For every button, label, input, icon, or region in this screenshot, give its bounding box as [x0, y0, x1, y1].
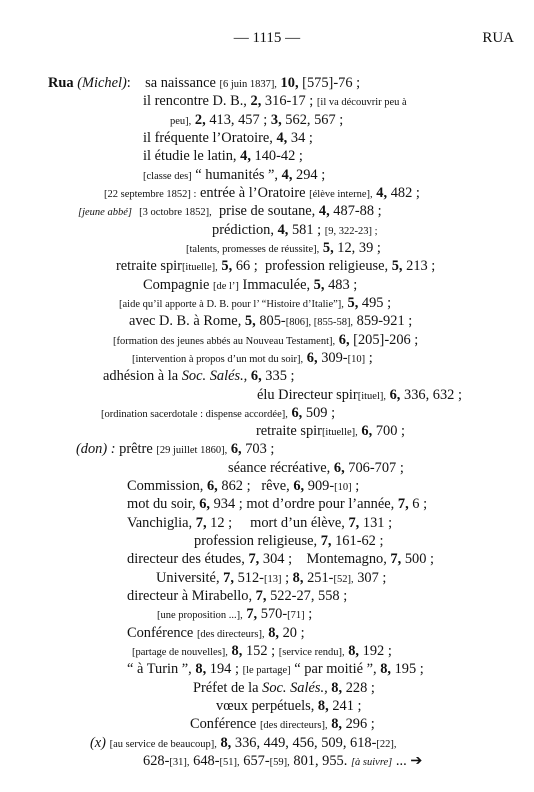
index-line [127, 514, 392, 533]
index-line [143, 129, 313, 148]
page-ref: 934 ; [213, 496, 243, 512]
page-ref: 483 ; [328, 277, 358, 293]
index-line [119, 294, 391, 314]
bracket-note: [3 octobre 1852], [139, 207, 212, 218]
volume-number: 6, [230, 441, 242, 457]
subentry-text: retraite spir [116, 258, 182, 274]
page-ref: 241 ; [332, 698, 362, 714]
volume-number: 6, [293, 478, 305, 494]
volume-number: 8, [220, 735, 232, 751]
page-ref: 6 ; [412, 496, 428, 512]
bracket-note: [31], [169, 757, 190, 768]
volume-number: 4, [376, 185, 388, 201]
subentry-text: prise de soutane, [218, 203, 316, 219]
page-ref: 482 ; [390, 185, 420, 201]
page-ref: 336, 632 ; [404, 387, 462, 403]
page-ref: 581 ; [291, 222, 322, 238]
subentry-text: “ par moitié ”, [294, 661, 377, 677]
bracket-note: [service rendu], [278, 647, 345, 658]
section-label: (x) [90, 735, 106, 751]
page-ref: 20 ; [282, 625, 305, 641]
page-ref: 213 ; [406, 258, 436, 274]
volume-number: 6, [206, 478, 218, 494]
bracket-note: [ituelle], [181, 262, 218, 273]
bracket-note: [classe des] [143, 171, 192, 182]
page-ref: 251- [307, 570, 334, 586]
bracket-note: [22 septembre 1852] : [104, 189, 197, 200]
index-line [127, 495, 427, 514]
page-ref: 487-88 ; [333, 203, 382, 219]
page-ref: 131 ; [362, 515, 393, 531]
volume-number: 4, [318, 203, 330, 219]
bracket-note: [ituelle], [321, 427, 358, 438]
index-line [90, 734, 397, 754]
bracket-note: [51], [219, 757, 240, 768]
subentry-text: il étudie le latin, [143, 148, 237, 164]
bracket-note: [ituel], [357, 391, 386, 402]
bracket-note: [aide qu’il apporte à D. B. pour l’ “Histoire d’Italie”], [119, 299, 344, 310]
subentry-text: rêve, [261, 478, 290, 494]
volume-number: 7, [195, 515, 207, 531]
bracket-note: [formation des jeunes abbés au Nouveau Testament], [113, 336, 336, 347]
volume-number: 2, [194, 112, 206, 128]
subentry-text: profession religieuse, [194, 533, 318, 549]
subentry-text: mot d’ordre pour l’année, [246, 496, 395, 512]
bracket-note: [à suivre] [350, 757, 393, 768]
volume-number: 2, [250, 93, 262, 109]
page-ref: [205]-206 ; [353, 332, 419, 348]
volume-number: 5, [244, 313, 256, 329]
volume-number: 6, [250, 368, 262, 384]
bracket-note: [il va découvrir peu à [316, 97, 407, 108]
index-line [190, 715, 375, 735]
page-ref: 228 ; [345, 680, 375, 696]
subentry-text: adhésion à la [103, 368, 179, 384]
page-number: — 1115 — [233, 30, 301, 46]
bracket-note: [6 juin 1837], [219, 79, 277, 90]
subentry-text: prédiction, [212, 222, 274, 238]
page-ref: ; [355, 478, 360, 494]
entry-colon: : [126, 75, 131, 91]
volume-number: 8, [268, 625, 279, 641]
subentry-text: profession religieuse, [265, 258, 389, 274]
subentry-text: sa naissance [145, 75, 216, 91]
bracket-note: [intervention à propos d’un mot du soir], [132, 354, 304, 365]
subentry-text: prêtre [119, 441, 153, 457]
page-ref: 805- [259, 313, 286, 329]
volume-number: 5, [347, 295, 359, 311]
page-ref: 862 ; [221, 478, 251, 494]
volume-number: 3, [270, 112, 282, 128]
page-ref: 703 ; [245, 441, 275, 457]
index-line [129, 312, 412, 332]
page-ref: 628- [143, 753, 170, 769]
index-line [127, 550, 434, 569]
index-line [132, 642, 392, 662]
page-ref: 335 ; [265, 368, 295, 384]
index-line [193, 679, 375, 698]
index-line [143, 166, 325, 186]
page-ref: 562, 567 ; [285, 112, 344, 128]
bracket-note: [des directeurs], [259, 720, 328, 731]
bracket-note: [talents, promesses de réussite], [186, 244, 320, 255]
volume-number: 7, [248, 551, 260, 567]
bracket-note: [10] [347, 354, 366, 365]
index-line [194, 532, 383, 551]
index-line [143, 276, 357, 296]
page-ref: 522-27, 558 ; [270, 588, 348, 604]
volume-number: 8, [348, 643, 360, 659]
index-line [101, 404, 335, 424]
page-ref: 294 ; [296, 167, 326, 183]
page-ref: ; [285, 570, 290, 586]
volume-number: 8, [231, 643, 243, 659]
index-line [116, 257, 435, 277]
page-ref: 657- [243, 753, 270, 769]
page-ref: 12 ; [210, 515, 233, 531]
volume-number: 8, [195, 661, 207, 677]
subentry-text: Commission, [127, 478, 204, 494]
subentry-text: Montemagno, [306, 551, 387, 567]
subentry-text: retraite spir [256, 423, 322, 439]
subentry-text: “ à Turin ”, [127, 661, 192, 677]
page-ref: 296 ; [345, 716, 375, 732]
page-ref: 309- [321, 350, 348, 366]
subentry-text: élu Directeur spir [257, 387, 358, 403]
subentry-text: directeur à Mirabello, [127, 588, 253, 604]
bracket-note: [élève interne], [309, 189, 373, 200]
bracket-note: [au service de beaucoup], [109, 739, 217, 750]
subentry-text: Université, [156, 570, 220, 586]
subentry-text: il rencontre D. B., [143, 93, 247, 109]
subentry-text: directeur des études, [127, 551, 245, 567]
bracket-note: [71] [287, 610, 305, 621]
bracket-note: peu], [170, 116, 192, 127]
bracket-note: [29 juillet 1860], [156, 445, 228, 456]
entry-firstname: (Michel) [77, 75, 127, 91]
bracket-note: [partage de nouvelles], [132, 647, 228, 658]
page-ref: 570- [260, 606, 288, 622]
volume-number: 5, [313, 277, 325, 293]
index-line [127, 587, 347, 606]
page-ref: 859-921 ; [356, 313, 413, 329]
volume-number: 4, [240, 148, 251, 164]
index-line [157, 605, 312, 625]
page-ref: 700 ; [375, 423, 405, 439]
subentry-text: séance récréative, [228, 460, 331, 476]
subentry-text: avec D. B. à Rome, [129, 313, 242, 329]
page-ref: 195 ; [394, 661, 424, 677]
volume-number: 7, [255, 588, 267, 604]
volume-number: 4, [281, 167, 293, 183]
volume-number: 7, [246, 606, 258, 622]
subentry-text: mot du soir, [127, 496, 196, 512]
page-ref: 413, 457 ; [209, 112, 268, 128]
continue-arrow-icon: ➔ [410, 753, 423, 769]
volume-number: 5, [221, 258, 233, 274]
index-line [256, 422, 405, 442]
index-line [170, 111, 343, 131]
index-line [104, 184, 420, 204]
volume-number: 7, [397, 496, 409, 512]
volume-number: 7, [320, 533, 332, 549]
subentry-text: entrée à l’Oratoire [200, 185, 306, 201]
subentry-text: Soc. Salés., [181, 368, 248, 384]
subentry-text: Soc. Salés., [262, 680, 328, 696]
index-line [212, 221, 378, 241]
index-line [127, 660, 424, 680]
bracket-note: [de l’] [212, 281, 239, 292]
volume-number: 10, [280, 75, 299, 91]
volume-number: 7, [348, 515, 360, 531]
index-line [216, 697, 362, 716]
volume-number: 6, [389, 387, 401, 403]
subentry-text: Immaculée, [242, 277, 311, 293]
index-line [127, 624, 305, 644]
volume-number: 8, [331, 716, 342, 732]
page-ref: 152 ; [245, 643, 276, 659]
index-line [143, 147, 303, 166]
page-ref: [575]-76 ; [302, 75, 361, 91]
index-line [127, 477, 359, 497]
bracket-note: [le partage] [242, 665, 291, 676]
subentry-text: Conférence [190, 716, 257, 732]
subentry-text: vœux perpétuels, [216, 698, 315, 714]
bracket-note: [9, 322-23] ; [324, 226, 378, 237]
index-line [132, 349, 373, 369]
volume-number: 4, [277, 222, 289, 238]
page-ref: ; [368, 350, 373, 366]
volume-number: 6, [333, 460, 345, 476]
subentry-text: Préfet de la [193, 680, 259, 696]
index-line [143, 752, 422, 772]
entry-name: Rua [48, 75, 74, 91]
page-ref: 512- [237, 570, 264, 586]
index-line [257, 386, 462, 406]
page-ref: 909- [307, 478, 335, 494]
page-ref: 12, 39 ; [337, 240, 381, 256]
page-ref: 192 ; [362, 643, 392, 659]
page-ref: 648- [193, 753, 220, 769]
page-ref: 336, 449, 456, 509, 618- [234, 735, 377, 751]
page-ref: ... [395, 753, 407, 769]
page-ref: 194 ; [209, 661, 239, 677]
page-ref: 801, 955. [293, 753, 348, 769]
volume-number: 7, [390, 551, 402, 567]
page-ref: 161-62 ; [335, 533, 384, 549]
volume-number: 8, [292, 570, 304, 586]
index-line [78, 202, 382, 222]
bracket-note: [52], [333, 574, 354, 585]
index-line [228, 459, 404, 478]
bracket-note: [13] [263, 574, 282, 585]
subentry-text: Vanchiglia, [127, 515, 193, 531]
page-ref: 304 ; [262, 551, 293, 567]
page-ref: 140-42 ; [254, 148, 303, 164]
index-line [103, 367, 294, 386]
volume-number: 6, [306, 350, 318, 366]
index-line [143, 92, 407, 112]
subentry-text: “ humanités ”, [195, 167, 279, 183]
page-ref: 66 ; [235, 258, 258, 274]
page-ref: 316-17 ; [264, 93, 314, 109]
volume-number: 8, [380, 661, 391, 677]
bracket-note: [jeune abbé] [78, 207, 132, 218]
bracket-note: [10] [334, 482, 352, 493]
page-ref: 706-707 ; [348, 460, 404, 476]
subentry-text: Conférence [127, 625, 194, 641]
subentry-text: mort d’un élève, [250, 515, 345, 531]
bracket-note: [59], [269, 757, 290, 768]
subentry-text: il fréquente l’Oratoire, [143, 130, 273, 146]
section-label: (don) : [76, 441, 116, 457]
bracket-note: [des directeurs], [196, 629, 265, 640]
volume-number: 6, [291, 405, 303, 421]
index-line [186, 239, 381, 259]
running-title: RUA [482, 30, 514, 46]
index-line [48, 74, 360, 94]
page-ref: 500 ; [404, 551, 435, 567]
volume-number: 4, [276, 130, 288, 146]
bracket-note: [ordination sacerdotale : dispense accordée], [101, 409, 288, 420]
volume-number: 5, [391, 258, 403, 274]
volume-number: 8, [331, 680, 343, 696]
index-line [113, 331, 418, 351]
page-ref: 307 ; [357, 570, 387, 586]
page-ref: 495 ; [361, 295, 392, 311]
volume-number: 6, [199, 496, 210, 512]
volume-number: 6, [361, 423, 373, 439]
volume-number: 6, [338, 332, 350, 348]
page-ref: 34 ; [290, 130, 313, 146]
volume-number: 8, [317, 698, 329, 714]
index-line [76, 440, 274, 460]
index-line [156, 569, 386, 589]
volume-number: 7, [223, 570, 234, 586]
bracket-note: [22], [376, 739, 397, 750]
page-ref: ; [308, 606, 313, 622]
volume-number: 5, [322, 240, 334, 256]
page-ref: 509 ; [305, 405, 336, 421]
bracket-note: [806], [855-58], [285, 317, 354, 328]
subentry-text: Compagnie [143, 277, 210, 293]
bracket-note: [une proposition ...], [157, 610, 243, 621]
